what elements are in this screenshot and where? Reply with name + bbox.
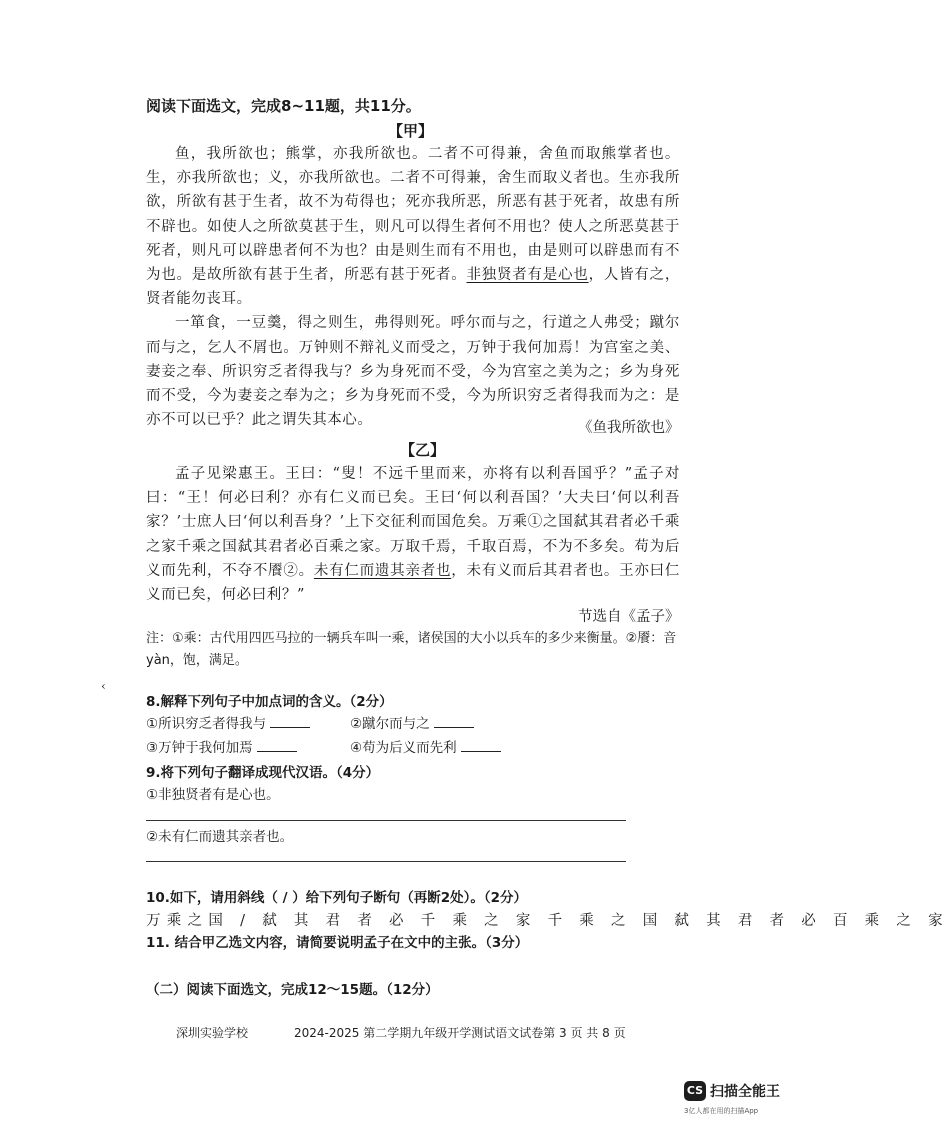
footer-page-info: 2024-2025 第二学期九年级开学测试语文试卷第 3 页 共 8 页 — [294, 1026, 626, 1040]
passage-a-source: 《鱼我所欲也》 — [578, 420, 680, 436]
question-9-title: 9.将下列句子翻译成现代汉语。（4分） — [146, 765, 380, 781]
q8-item-2 — [350, 712, 474, 732]
passage-b-heading: 【乙】 — [400, 441, 446, 459]
q8-item-1-text: ①所识穷乏者得我与 — [146, 716, 267, 732]
passage-b-body — [146, 462, 680, 607]
q9-item-1: ①非独贤者有是心也。 — [146, 787, 280, 803]
question-10-title: 10.如下，请用斜线（ / ）给下列句子断句（再断2处）。（2分） — [146, 890, 528, 906]
passage-b-text-tail: ，未有义而后其君者也。王亦曰仁义而已矣，何必曰利？” — [146, 562, 680, 604]
q8-item-4-text: ④苟为后义而先利 — [350, 740, 457, 756]
q8-answer-blank-3[interactable] — [257, 737, 297, 752]
passage-a-text-tail: ，人皆有之，贤者能勿丧耳。 — [146, 267, 680, 308]
section-2-heading: （二）阅读下面选文，完成12～15题。（12分） — [146, 982, 439, 998]
passage-a-heading: 【甲】 — [388, 122, 434, 140]
q8-item-3-text: ③万钟于我何加焉 — [146, 740, 253, 756]
underlined-sentence-a: 非独贤者有是心也 — [466, 267, 589, 284]
passage-a-body — [146, 142, 680, 432]
question-8-title: 8.解释下列句子中加点词的含义。（2分） — [146, 694, 393, 710]
q9-item-2: ②未有仁而遗其亲者也。 — [146, 829, 294, 845]
q8-item-4 — [350, 736, 501, 756]
passage-a-paragraph-1 — [146, 142, 680, 311]
underlined-sentence-b: 未有仁而遗其亲者也 — [313, 562, 452, 579]
footer-school: 深圳实验学校 — [176, 1026, 249, 1040]
stray-mark: ‹ — [101, 679, 106, 693]
camscanner-logo-icon: CS — [684, 1081, 706, 1101]
annotation-note: 注：①乘：古代用四匹马拉的一辆兵车叫一乘，诸侯国的大小以兵车的多少来衡量。②餍：音yàn，饱，满足。 — [146, 631, 677, 668]
q8-answer-blank-4[interactable] — [461, 737, 501, 752]
watermark-subtitle: 3亿人都在用的扫描App — [684, 1107, 759, 1115]
q9-answer-line-1[interactable] — [146, 820, 626, 821]
passage-b-source: 节选自《孟子》 — [578, 609, 680, 625]
q10-sentence: 万乘之国 / 弑 其 君 者 必 千 乘 之 家 千 乘 之 国 弑 其 君 者 必 百 乘 之 家 — [146, 913, 949, 929]
q8-answer-blank-1[interactable] — [270, 713, 310, 728]
reading-intro: 阅读下面选文，完成8~11题，共11分。 — [146, 97, 421, 115]
passage-a-paragraph-2: 一箪食，一豆羹，得之则生，弗得则死。呼尔而与之，行道之人弗受；蹴尔而与之，乞人不屑也。万钟则不辩礼义而受之，万钟于我何加焉！为宫室之美、妻妾之奉、所识穷乏者得我与？乡为身死而不受，今为宫室之美为之；乡为身死而不受，今为妻妾之奉为之；乡为身死而不受，今为所识穷乏者得我而为之：是亦不可以已乎？此之谓失其本心。 — [146, 315, 680, 429]
passage-b-text: 孟子见梁惠王。王曰：“叟！不远千里而来，亦将有以利吾国乎？”孟子对曰：“王！何必曰利？亦有仁义而已矣。王曰‘何以利吾国？’大夫曰‘何以利吾家？’士庶人曰‘何以利吾身？’上下交征利而国危矣。万乘①之国弑其君者必千乘之家千乘之国弑其君者必百乘之家。万取千焉，千取百焉，不为不多矣。苟为后义而先利，不夺不餍②。 — [146, 466, 680, 579]
q8-item-1 — [146, 712, 310, 732]
question-11-title: 11. 结合甲乙选文内容，请简要说明孟子在文中的主张。（3分） — [146, 935, 529, 951]
passage-b-paragraph — [146, 462, 680, 607]
q8-item-3 — [146, 736, 297, 756]
watermark-name: 扫描全能王 — [710, 1084, 780, 1100]
q8-answer-blank-2[interactable] — [434, 713, 474, 728]
passage-a-text: 鱼，我所欲也；熊掌，亦我所欲也。二者不可得兼，舍鱼而取熊掌者也。生，亦我所欲也；义，亦我所欲也。二者不可得兼，舍生而取义者也。生亦我所欲，所欲有甚于生者，故不为苟得也；死亦我所恶，所恶有甚于死者，故患有所不辟也。如使人之所欲莫甚于生，则凡可以得生者何不用也？使人之所恶莫甚于死者，则凡可以辟患者何不为也？由是则生而有不用也，由是则可以辟患而有不为也。是故所欲有甚于生者，所恶有甚于死者。 — [146, 146, 680, 284]
q8-item-2-text: ②蹴尔而与之 — [350, 716, 430, 732]
q9-answer-line-2[interactable] — [146, 861, 626, 862]
